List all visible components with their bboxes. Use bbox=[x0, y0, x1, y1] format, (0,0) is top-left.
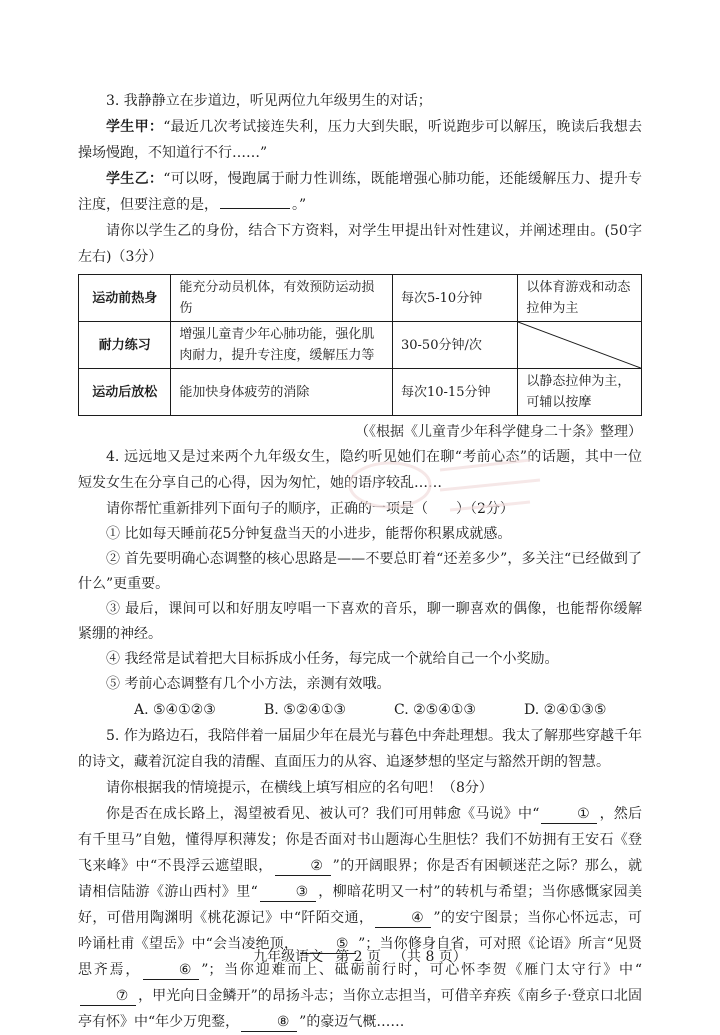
blank-6[interactable]: ⑥ bbox=[143, 961, 199, 980]
passage-text: ，然后有千里马”自勉，懂得厚积薄发；你是否面对书山题海心生胆怯？我们不妨拥有王安石《登飞来峰》中“不畏浮云遮望眼， bbox=[78, 806, 643, 874]
passage-text: ”的安宁图景；当你心怀远志，可吟诵杜甫《望岳》中“会当凌绝顶， bbox=[78, 910, 642, 952]
table-row bbox=[79, 369, 642, 416]
time-cell: 30-50分钟/次 bbox=[392, 322, 517, 369]
q5-passage bbox=[78, 801, 642, 1035]
stage-cell: 运动后放松 bbox=[79, 369, 171, 416]
q3-student-b bbox=[78, 166, 642, 218]
footer-subject: 九年级语文 bbox=[253, 949, 324, 965]
student-a-text: “最近几次考试接连失利，压力大到失眠，听说跑步可以解压，晚读后我想去操场慢跑，不知道行不行……” bbox=[78, 119, 643, 161]
passage-text: ，甲光向日金鳞开”的昂扬斗志；当你立志担当，可借辛弃疾《南乡子·登京口北固亭有怀》中“年少万兜鍪， bbox=[78, 988, 642, 1030]
footer-total: （共 8 页） bbox=[393, 949, 467, 965]
blank-8[interactable]: ⑧ bbox=[241, 1013, 297, 1032]
sentence-4: ④ 我经常是试着把大目标拆成小任务，每完成一个就给自己一个小奖励。 bbox=[106, 651, 559, 667]
diagonal-line bbox=[518, 322, 641, 368]
q3-student-a bbox=[78, 114, 642, 166]
blank-7[interactable]: ⑦ bbox=[80, 987, 136, 1006]
form-cell: 以静态拉伸为主，可辅以按摩 bbox=[518, 369, 642, 416]
effect-cell: 能加快身体疲劳的消除 bbox=[171, 369, 393, 416]
blank-4[interactable]: ④ bbox=[375, 909, 431, 928]
passage-text: ”；当你迎难而上、砥砺前行时，可心怀李贺《雁门太守行》中“ bbox=[201, 962, 642, 978]
passage-text: ，柳暗花明又一村”的转机与希望；当你感慨家园美好，可借用陶渊明《桃花源记》中“阡陌交通， bbox=[78, 884, 642, 926]
sentence-5: ⑤ 考前心态调整有几个小方法，亲测有效哦。 bbox=[106, 676, 391, 692]
time-cell: 每次5-10分钟 bbox=[392, 275, 517, 322]
student-b-label: 学生乙： bbox=[106, 171, 164, 187]
student-b-text: “可以呀，慢跑属于耐力性训练，既能增强心肺功能，还能缓解压力、提升专注度，但要注意的是， bbox=[78, 171, 643, 213]
passage-text: ”的开阔眼界；你是否有困顿迷茫之际？那么，就请相信陆游《游山西村》里“ bbox=[78, 858, 642, 900]
student-a-label: 学生甲： bbox=[106, 119, 164, 135]
form-cell: 以体育游戏和动态拉伸为主 bbox=[518, 275, 642, 322]
table-row bbox=[79, 322, 642, 369]
passage-text: ”的豪迈气概…… bbox=[299, 1014, 405, 1030]
passage-text: ”；当你修身自省，可对照《论语》所言“见贤思齐焉， bbox=[78, 936, 642, 978]
q5-intro: 5. 作为路边石，我陪伴着一届届少年在晨光与暮色中奔赴理想。我太了解那些穿越千年的诗文，藏着沉淀自我的清醒、直面压力的从容、追逐梦想的坚定与豁然开朗的智慧。 bbox=[78, 728, 642, 770]
student-b-blank[interactable] bbox=[220, 194, 290, 209]
q5-task: 请你根据我的情境提示，在横线上填写相应的名句吧！（8分） bbox=[106, 780, 493, 796]
blank-2[interactable]: ② bbox=[275, 857, 331, 876]
sentence-2: ② 首先要明确心态调整的核心思路是——不要总盯着“还差多少”，多关注“已经做到了什么”更重要。 bbox=[78, 551, 642, 592]
stage-cell: 运动前热身 bbox=[79, 275, 171, 322]
q4-task: 请你帮忙重新排列下面句子的顺序，正确的一项是（ ）（2分） bbox=[106, 501, 514, 517]
passage-text: 你是否在成长路上，渴望被看见、被认可？我们可用韩愈《马说》中“ bbox=[106, 806, 540, 822]
option-c[interactable]: C. ②⑤④①③ bbox=[394, 702, 476, 718]
blank-5[interactable]: ⑤ bbox=[300, 935, 356, 954]
option-d[interactable]: D. ②④①③⑤ bbox=[524, 702, 607, 718]
exercise-table bbox=[78, 274, 642, 416]
q4-intro: 4. 远远地又是过来两个九年级女生，隐约听见她们在聊“考前心态”的话题，其中一位短发女生在分享自己的心得，因为匆忙，她的语序较乱…… bbox=[78, 449, 642, 491]
student-b-end: 。” bbox=[292, 197, 307, 213]
sentence-1: ① 比如每天睡前花5分钟复盘当天的小进步，能帮你积累成就感。 bbox=[106, 526, 512, 542]
effect-cell: 增强儿童青少年心肺功能，强化肌肉耐力，提升专注度，缓解压力等 bbox=[171, 322, 393, 369]
blank-3[interactable]: ③ bbox=[260, 883, 316, 902]
effect-cell: 能充分动员机体，有效预防运动损伤 bbox=[171, 275, 393, 322]
option-b[interactable]: B. ⑤②④①③ bbox=[264, 702, 346, 718]
time-cell: 每次10-15分钟 bbox=[392, 369, 517, 416]
diagonal-empty-cell bbox=[518, 322, 642, 369]
blank-1[interactable]: ① bbox=[541, 805, 597, 824]
table-source: （《根据《儿童青少年科学健身二十条》整理） bbox=[355, 424, 642, 440]
table-row bbox=[79, 275, 642, 322]
q4-options bbox=[78, 697, 642, 723]
page-footer bbox=[0, 946, 720, 966]
footer-page: 第 2 页 bbox=[335, 949, 381, 965]
q3-intro: 3. 我静静立在步道边，听见两位九年级男生的对话； bbox=[106, 93, 432, 109]
option-a[interactable]: A. ⑤④①②③ bbox=[134, 702, 216, 718]
q3-task: 请你以学生乙的身份，结合下方资料，对学生甲提出针对性建议，并阐述理由。(50字左右)（3分） bbox=[78, 223, 642, 265]
stage-cell: 耐力练习 bbox=[79, 322, 171, 369]
sentence-3: ③ 最后，课间可以和好朋友哼唱一下喜欢的音乐，聊一聊喜欢的偶像，也能帮你缓解紧绷的神经。 bbox=[78, 601, 642, 642]
